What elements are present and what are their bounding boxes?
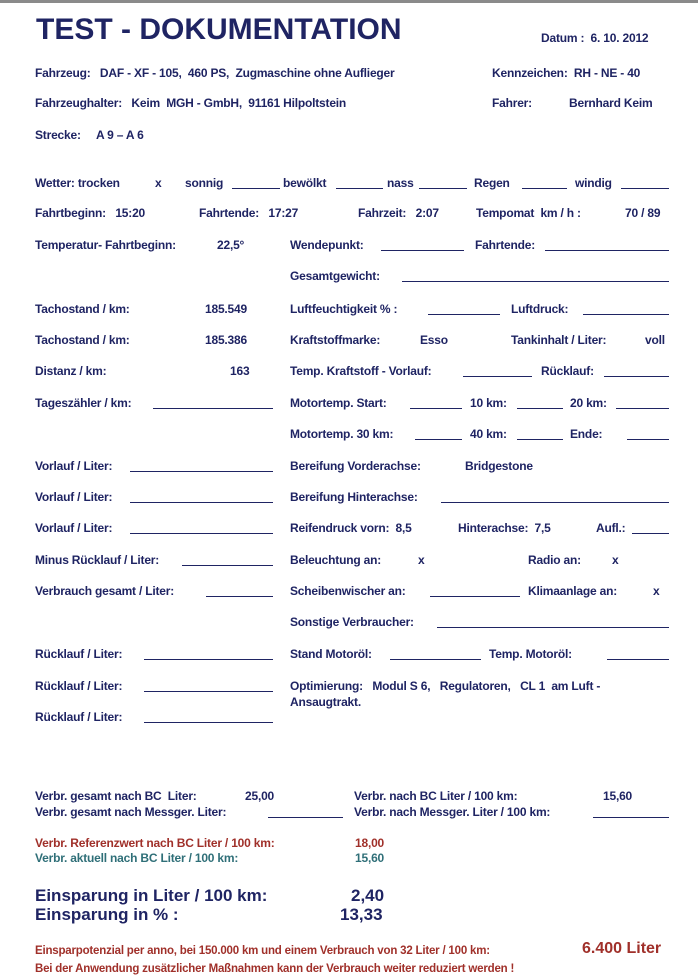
einsparung-liter-value: 2,40 [351, 886, 385, 905]
tempomat-value: 70 / 89 [625, 206, 661, 220]
aktuell-value: 15,60 [355, 851, 385, 865]
fahrer-value: Bernhard Keim [569, 96, 653, 110]
luftfeuchte-field[interactable] [428, 314, 500, 315]
wendepunkt-label: Wendepunkt: [290, 238, 364, 252]
motortemp-10km-label: 10 km: [470, 396, 507, 410]
kennzeichen: Kennzeichen: RH - NE - 40 [492, 66, 641, 80]
windig-field[interactable] [621, 188, 669, 189]
ruecklauf-1-field[interactable] [144, 659, 273, 660]
motortemp-40km-label: 40 km: [470, 427, 507, 441]
ruecklauf-2-field[interactable] [144, 691, 273, 692]
ruecklauf-temp-label: Rücklauf: [541, 364, 594, 378]
fahrtende: Fahrtende: 17:27 [199, 206, 299, 220]
vorlauf-2-field[interactable] [130, 502, 273, 503]
wetter-trocken-mark: x [155, 176, 162, 190]
vorlauf-3-field[interactable] [130, 533, 273, 534]
motortemp-30km-label: Motortemp. 30 km: [290, 427, 394, 441]
messger-gesamt-label: Verbr. gesamt nach Messger. Liter: [35, 805, 227, 819]
fahrtende-field[interactable] [545, 250, 669, 251]
ruecklauf-3-field[interactable] [144, 722, 273, 723]
luftfeuchte-label: Luftfeuchtigkeit % : [290, 302, 398, 316]
motortemp-ende-field[interactable] [627, 439, 669, 440]
bereifung-hinter-field[interactable] [441, 502, 669, 503]
hinweis-text: Bei der Anwendung zusätzlicher Maßnahmen kann der Verbrauch weiter reduziert werden ! [35, 963, 515, 975]
tempomat-label: Tempomat km / h : [476, 206, 581, 220]
messger-100-field[interactable] [593, 817, 669, 818]
kraftstoffmarke-label: Kraftstoffmarke: [290, 333, 381, 347]
messger-100-label: Verbr. nach Messger. Liter / 100 km: [354, 805, 551, 819]
sonnig-field[interactable] [232, 188, 280, 189]
aufl-field[interactable] [632, 533, 669, 534]
verbrauch-gesamt-label: Verbrauch gesamt / Liter: [35, 584, 175, 598]
scheibenwischer-label: Scheibenwischer an: [290, 584, 406, 598]
fahrzeit: Fahrzeit: 2:07 [358, 206, 439, 220]
nass-field[interactable] [419, 188, 467, 189]
vorlauf-1-field[interactable] [130, 471, 273, 472]
sonstige-verbraucher-label: Sonstige Verbraucher: [290, 615, 414, 629]
temp-motoroel-label: Temp. Motoröl: [489, 647, 572, 661]
fahrer-label: Fahrer: [492, 96, 532, 110]
kraftstoffmarke-value: Esso [420, 333, 448, 347]
einsparung-prozent-label: Einsparung in % : [35, 905, 179, 924]
vorlauf-3-label: Vorlauf / Liter: [35, 521, 113, 535]
wetter-bewoelkt: bewölkt [283, 176, 327, 190]
motortemp-start-field[interactable] [410, 408, 462, 409]
tachostand-2-value: 185.386 [205, 333, 247, 347]
distanz-value: 163 [230, 364, 250, 378]
ruecklauf-2-label: Rücklauf / Liter: [35, 679, 123, 693]
temperatur-value: 22,5° [217, 238, 245, 252]
minus-ruecklauf-field[interactable] [182, 565, 273, 566]
tankinhalt-label: Tankinhalt / Liter: [511, 333, 607, 347]
fahrzeughalter: Fahrzeughalter: Keim MGH - GmbH, 91161 Hilpoltstein [35, 96, 347, 110]
einsparung-prozent-value: 13,33 [340, 905, 383, 924]
wetter-label: Wetter: trocken [35, 176, 120, 190]
verbrauch-gesamt-field[interactable] [206, 596, 273, 597]
radio-mark: x [612, 553, 619, 567]
referenzwert-value: 18,00 [355, 836, 385, 850]
motortemp-ende-label: Ende: [570, 427, 603, 441]
distanz-label: Distanz / km: [35, 364, 107, 378]
bewoelkt-field[interactable] [336, 188, 383, 189]
motortemp-10km-field[interactable] [517, 408, 563, 409]
aktuell-label: Verbr. aktuell nach BC Liter / 100 km: [35, 851, 239, 865]
ruecklauf-temp-field[interactable] [604, 376, 669, 377]
einsparpotenzial-value: 6.400 Liter [582, 940, 662, 957]
luftdruck-label: Luftdruck: [511, 302, 569, 316]
messger-gesamt-field[interactable] [268, 817, 343, 818]
einsparung-liter-label: Einsparung in Liter / 100 km: [35, 886, 268, 905]
motortemp-30km-field[interactable] [415, 439, 462, 440]
motortemp-40km-field[interactable] [517, 439, 563, 440]
motoroel-field[interactable] [390, 659, 481, 660]
motoroel-label: Stand Motoröl: [290, 647, 372, 661]
fahrtbeginn: Fahrtbeginn: 15:20 [35, 206, 146, 220]
luftdruck-field[interactable] [583, 314, 669, 315]
wetter-sonnig: sonnig [185, 176, 224, 190]
top-border [0, 0, 698, 3]
wetter-regen: Regen [474, 176, 510, 190]
bereifung-vorder-label: Bereifung Vorderachse: [290, 459, 421, 473]
ruecklauf-1-label: Rücklauf / Liter: [35, 647, 123, 661]
bc-gesamt-label: Verbr. gesamt nach BC Liter: [35, 789, 197, 803]
optimierung-line-1: Optimierung: Modul S 6, Regulatoren, CL 1 am Luft - [290, 679, 601, 693]
sonstige-verbraucher-field[interactable] [437, 627, 669, 628]
gesamtgewicht-label: Gesamtgewicht: [290, 269, 380, 283]
vorlauf-2-label: Vorlauf / Liter: [35, 490, 113, 504]
reifendruck-vorn: Reifendruck vorn: 8,5 [290, 521, 412, 535]
regen-field[interactable] [522, 188, 567, 189]
strecke: Strecke: A 9 – A 6 [35, 128, 144, 142]
bc-100-label: Verbr. nach BC Liter / 100 km: [354, 789, 518, 803]
fahrzeug: Fahrzeug: DAF - XF - 105, 460 PS, Zugmaschine ohne Auflieger [35, 66, 395, 80]
beleuchtung-mark: x [418, 553, 425, 567]
temperatur-label: Temperatur- Fahrtbeginn: [35, 238, 176, 252]
motortemp-20km-field[interactable] [616, 408, 669, 409]
bc-100-value: 15,60 [603, 789, 633, 803]
tageszaehler-field[interactable] [153, 408, 273, 409]
wendepunkt-field[interactable] [381, 250, 464, 251]
reifendruck-hinter: Hinterachse: 7,5 [458, 521, 551, 535]
vorlauf-1-label: Vorlauf / Liter: [35, 459, 113, 473]
minus-ruecklauf-label: Minus Rücklauf / Liter: [35, 553, 160, 567]
tankinhalt-value: voll [645, 333, 665, 347]
motortemp-20km-label: 20 km: [570, 396, 607, 410]
radio-label: Radio an: [528, 553, 581, 567]
temp-kraftstoff-label: Temp. Kraftstoff - Vorlauf: [290, 364, 432, 378]
optimierung-line-2: Ansaugtrakt. [290, 695, 361, 709]
gesamtgewicht-field[interactable] [402, 281, 669, 282]
scheibenwischer-field[interactable] [430, 596, 520, 597]
page-title: TEST - DOKUMENTATION [36, 13, 402, 46]
klimaanlage-label: Klimaanlage an: [528, 584, 618, 598]
motortemp-start-label: Motortemp. Start: [290, 396, 387, 410]
klimaanlage-mark: x [653, 584, 660, 598]
beleuchtung-label: Beleuchtung an: [290, 553, 382, 567]
tachostand-1-value: 185.549 [205, 302, 247, 316]
referenzwert-label: Verbr. Referenzwert nach BC Liter / 100 km: [35, 836, 275, 850]
fahrtende-label: Fahrtende: [475, 238, 536, 252]
tachostand-2-label: Tachostand / km: [35, 333, 130, 347]
aufl-label: Aufl.: [596, 521, 626, 535]
tageszaehler-label: Tageszähler / km: [35, 396, 132, 410]
datum: Datum : 6. 10. 2012 [541, 31, 649, 45]
wetter-windig: windig [575, 176, 612, 190]
tachostand-1-label: Tachostand / km: [35, 302, 130, 316]
bc-gesamt-value: 25,00 [245, 789, 275, 803]
temp-kraftstoff-field[interactable] [463, 376, 532, 377]
bereifung-vorder-value: Bridgestone [465, 459, 533, 473]
ruecklauf-3-label: Rücklauf / Liter: [35, 710, 123, 724]
bereifung-hinter-label: Bereifung Hinterachse: [290, 490, 418, 504]
wetter-nass: nass [387, 176, 414, 190]
einsparpotenzial-text: Einsparpotenzial per anno, bei 150.000 km und einem Verbrauch von 32 Liter / 100 km: [35, 945, 490, 957]
temp-motoroel-field[interactable] [607, 659, 669, 660]
